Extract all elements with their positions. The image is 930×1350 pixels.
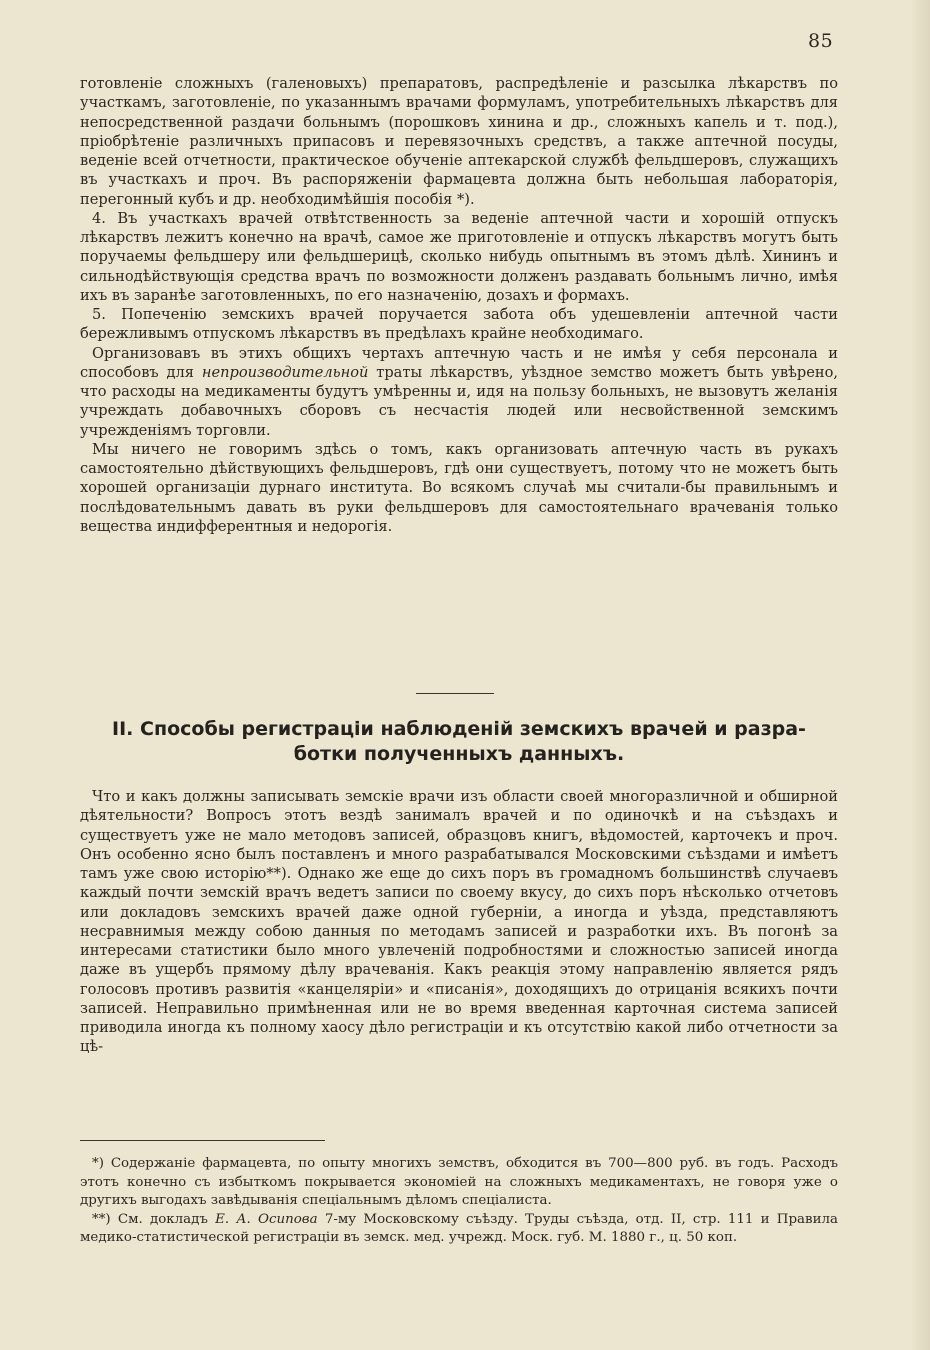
- footnote-2-end: 7-му Московскому съѣзду. Труды съѣзда, отд. II, стр. 111 и Правила медико-статистической регистраціи въ земск. мед. учрежд. Моск. губ. М. 1880 г., ц. 50 коп.: [80, 1211, 838, 1245]
- paragraph-registration: Что и какъ должны записывать земскіе врачи изъ области своей многоразличной и обширной дѣятельности? Вопросъ этотъ вездѣ занималъ врачей и по одиночкѣ и на съѣздахъ и существуетъ уже не мало методовъ записей, образцовъ книгъ, вѣдомостей, карточекъ и проч. Онъ особенно ясно былъ поставленъ и много разрабатывался Московскими съѣздами и имѣетъ тамъ уже свою исторію**). Однако же еще до сихъ поръ въ громадномъ большинствѣ случаевъ каждый почти земскій врачъ ведетъ записи по своему вкусу, до сихъ поръ нѣсколько отчетовъ или докладовъ земскихъ врачей даже одной губерніи, а иногда и уѣзда, представляютъ несравнимыя между собою данныя по методамъ записей и разработки ихъ. Въ погонѣ за интересами статистики было много увлеченій подробностями и сложностью записей иногда даже въ ущербъ прямому дѣлу врачеванія. Какъ реакція этому направленію является рядъ голосовъ противъ развитія «канцеляріи» и «писанія», доходящихъ до отрицанія всякихъ почти записей. Неправильно примѣненная или не во время введенная карточная система записей приводила иногда къ полному хаосу дѣло регистраціи и къ отсутствію какой либо отчетности за цѣ-: [80, 788, 838, 1056]
- paragraph-item-4: 4. Въ участкахъ врачей отвѣтственность за веденіе аптечной части и хорошій отпускъ лѣкарствъ лежитъ конечно на врачѣ, самое же приготовленіе и отпускъ лѣкарствъ могутъ быть поручаемы фельдшеру или фельдшерицѣ, сколько нибудь опытнымъ въ этомъ дѣлѣ. Хининъ и сильнодѣйствующія средства врачъ по возможности долженъ раздавать больнымъ лично, имѣя ихъ въ заранѣе заготовленныхъ, по его назначенію, дозахъ и формахъ.: [80, 209, 838, 304]
- section-1-text: [80, 74, 838, 536]
- page-edge-shadow: [910, 0, 930, 1350]
- paragraph-continuation: готовленіе сложныхъ (галеновыхъ) препаратовъ, распредѣленіе и разсылка лѣкарствъ по участкамъ, заготовленіе, по указаннымъ врачами формуламъ, употребительныхъ лѣкарствъ для непосредственной раздачи больнымъ (порошковъ хинина и др., сложныхъ капель и т. под.), пріобрѣтеніе различныхъ припасовъ и перевязочныхъ средствъ, а также аптечной посуды, веденіе всей отчетности, практическое обученіе аптекарской службѣ фельдшеровъ, служащихъ въ участкахъ и проч. Въ распоряженіи фармацевта должна быть небольшая лабораторія, перегонный кубъ и др. необходимѣйшія пособія *).: [80, 75, 838, 208]
- paragraph-organization-start: Организовавъ въ этихъ общихъ чертахъ аптечную часть и не имѣя у себя персонала и способовъ для: [80, 344, 838, 381]
- section-heading: [80, 717, 838, 767]
- section-2-text: [80, 787, 838, 1057]
- emphasis-unproductive: непроизводительной: [201, 363, 369, 381]
- paragraph-feldshers: Мы ничего не говоримъ здѣсь о томъ, какъ организовать аптечную часть въ рукахъ самостоятельно дѣйствующихъ фельдшеровъ, гдѣ они существуетъ, потому что не можетъ быть хорошей организаціи дурнаго института. Во всякомъ случаѣ мы считали-бы правильнымъ и послѣдовательнымъ давать въ руки фельдшеровъ для самостоятельнаго врачеванія только вещества индифферентныя и недорогія.: [80, 440, 838, 535]
- footnote-2: [80, 1211, 838, 1248]
- footnotes: [80, 1155, 838, 1248]
- footnote-1: *) Содержаніе фармацевта, по опыту многихъ земствъ, обходится въ 700—800 руб. въ годъ. Расходъ этотъ конечно съ избыткомъ покрывается экономіей на сложныхъ медикаментахъ, не говоря уже о другихъ выгодахъ завѣдыванія спеціальнымъ дѣломъ спеціалиста.: [80, 1156, 838, 1208]
- paragraph-organization-end: траты лѣкарствъ, уѣздное земство можетъ быть увѣрено, что расходы на медикаменты будутъ умѣренны и, идя на пользу больныхъ, не вызовутъ желанія учреждать добавочныхъ сборовъ съ несчастія людей или несвойственной земскимъ учрежденіямъ торговли.: [80, 363, 839, 439]
- page-number: 85: [808, 30, 834, 52]
- footnote-rule: [80, 1140, 325, 1141]
- section-divider: [416, 693, 494, 694]
- paragraph-item-5: 5. Попеченію земскихъ врачей поручается забота объ удешевленіи аптечной части бережливымъ отпускомъ лѣкарствъ въ предѣлахъ крайне необходимаго.: [80, 306, 838, 343]
- footnote-2-start: **) См. докладъ: [92, 1211, 208, 1227]
- paragraph-organization: [80, 344, 838, 440]
- footnote-2-author: Е. А. Осипова: [215, 1211, 318, 1227]
- section-heading-line-1: II. Способы регистраціи наблюденій земскихъ врачей и разра-: [112, 718, 806, 740]
- section-heading-line-2: ботки полученныхъ данныхъ.: [293, 743, 625, 765]
